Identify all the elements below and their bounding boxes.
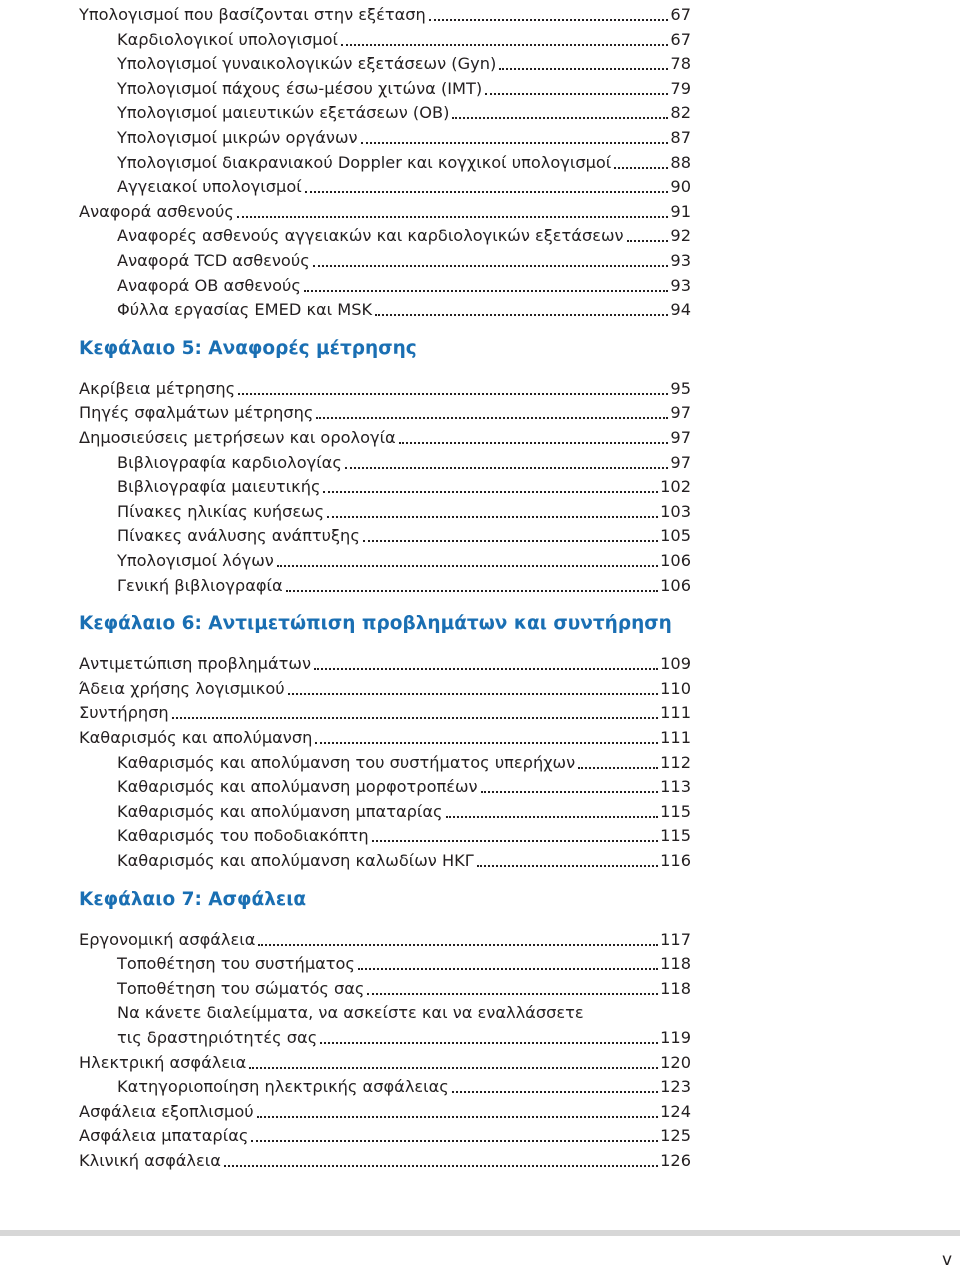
toc-entry-page: 67 bbox=[670, 5, 691, 24]
toc-entry-page: 106 bbox=[660, 551, 691, 570]
toc-entry-page: 97 bbox=[670, 403, 691, 423]
toc-entry-title: Ασφάλεια εξοπλισμού bbox=[79, 1101, 254, 1121]
toc-entry-page: 112 bbox=[660, 752, 691, 772]
toc-entry-page: 124 bbox=[660, 1101, 691, 1121]
toc-entry-page: 87 bbox=[670, 128, 691, 147]
toc-entry-page: 91 bbox=[670, 201, 691, 221]
toc-entry-page: 118 bbox=[660, 978, 691, 998]
toc-entry-page: 111 bbox=[660, 728, 691, 747]
toc-entry-page: 126 bbox=[660, 1151, 691, 1170]
toc-entry[interactable] bbox=[117, 522, 691, 546]
toc-entry-page: 117 bbox=[660, 929, 691, 949]
toc-entry[interactable] bbox=[117, 173, 691, 197]
toc-entry-title: Καθαρισμός και απολύμανση μορφοτροπέων bbox=[117, 777, 478, 797]
toc-entry[interactable] bbox=[117, 247, 691, 271]
toc-entry-title: Εργονομική ασφάλεια bbox=[79, 929, 256, 949]
toc-entry-title: Υπολογισμοί λόγων bbox=[117, 551, 274, 570]
dot-leader bbox=[313, 265, 669, 267]
toc-entry-page: 93 bbox=[670, 251, 691, 270]
toc-entry-page: 120 bbox=[660, 1052, 691, 1072]
toc-entry-page: 111 bbox=[660, 703, 691, 723]
dot-leader bbox=[627, 240, 669, 242]
toc-entry[interactable] bbox=[117, 449, 691, 473]
toc-entry-page: 123 bbox=[660, 1077, 691, 1097]
dot-leader bbox=[363, 540, 658, 542]
toc-entry-page: 110 bbox=[660, 678, 691, 698]
dot-leader bbox=[251, 1140, 658, 1142]
toc-entry-page: 106 bbox=[660, 575, 691, 595]
toc-entry-title: Καρδιολογικοί υπολογισμοί bbox=[117, 29, 338, 49]
dot-leader bbox=[372, 840, 659, 842]
toc-entry-page: 79 bbox=[670, 78, 691, 98]
toc-entry[interactable] bbox=[79, 399, 691, 423]
toc-entry-title: Βιβλιογραφία καρδιολογίας bbox=[117, 452, 342, 472]
toc-entry[interactable] bbox=[117, 1073, 691, 1097]
dot-leader bbox=[249, 1067, 658, 1069]
toc-entry-page: 88 bbox=[670, 152, 691, 172]
toc-entry-title: Γενική βιβλιογραφία bbox=[117, 575, 283, 595]
toc-entry-title: Βιβλιογραφία μαιευτικής bbox=[117, 477, 321, 497]
toc-entry[interactable] bbox=[79, 724, 691, 748]
toc-entry-title: Υπολογισμοί διακρανιακού Doppler και κογχικοί υπολογισμοί bbox=[117, 152, 612, 172]
toc-entry[interactable] bbox=[117, 149, 691, 173]
toc-entry-title: Άδεια χρήσης λογισμικού bbox=[79, 678, 285, 698]
dot-leader bbox=[446, 816, 659, 818]
dot-leader bbox=[238, 393, 668, 395]
toc-entry[interactable] bbox=[117, 847, 691, 871]
toc-entry-title: Καθαρισμός του ποδοδιακόπτη bbox=[117, 826, 369, 846]
dot-leader bbox=[288, 693, 659, 695]
dot-leader bbox=[358, 968, 658, 970]
toc-entry-page: 118 bbox=[660, 954, 691, 974]
toc-entry[interactable] bbox=[117, 75, 691, 99]
dot-leader bbox=[304, 290, 669, 292]
toc-entry-page: 94 bbox=[670, 300, 691, 320]
dot-leader bbox=[277, 565, 658, 567]
toc-entry[interactable] bbox=[117, 950, 691, 974]
toc-entry-page: 105 bbox=[660, 526, 691, 546]
dot-leader bbox=[429, 19, 669, 21]
toc-entry[interactable] bbox=[117, 749, 691, 773]
toc-entry-title: Καθαρισμός και απολύμανση μπαταρίας bbox=[117, 801, 443, 821]
dot-leader bbox=[305, 191, 669, 193]
toc-entry[interactable] bbox=[117, 547, 691, 571]
toc-entry-title: Κατηγοριοποίηση ηλεκτρικής ασφάλειας bbox=[117, 1077, 449, 1097]
toc-entry[interactable] bbox=[79, 1147, 691, 1171]
toc-entry-page: 119 bbox=[660, 1028, 691, 1047]
toc-entry-page: 102 bbox=[660, 477, 691, 497]
toc-entry-title: Ακρίβεια μέτρησης bbox=[79, 378, 236, 398]
dot-leader bbox=[367, 993, 658, 995]
toc-entry[interactable] bbox=[117, 1024, 691, 1048]
toc-entry[interactable] bbox=[79, 198, 691, 222]
toc-entry[interactable] bbox=[117, 798, 691, 822]
chapter-heading: Κεφάλαιο 6: Αντιμετώπιση προβλημάτων και συντήρηση bbox=[79, 613, 672, 635]
toc-entry-page: 93 bbox=[670, 275, 691, 295]
dot-leader bbox=[361, 142, 669, 144]
toc-entry[interactable] bbox=[117, 296, 691, 320]
toc-entry-page: 109 bbox=[660, 654, 691, 674]
toc-entry-page: 97 bbox=[670, 452, 691, 472]
toc-entry-page: 82 bbox=[670, 103, 691, 123]
toc-entry[interactable] bbox=[79, 375, 691, 399]
dot-leader bbox=[327, 516, 658, 518]
toc-entry-title: Αναφορά OB ασθενούς bbox=[117, 275, 301, 295]
toc-entry-title: τις δραστηριότητές σας bbox=[117, 1028, 318, 1047]
toc-entry[interactable] bbox=[79, 1, 691, 25]
dot-leader bbox=[399, 442, 669, 444]
dot-leader bbox=[316, 417, 668, 419]
toc-entry[interactable] bbox=[117, 222, 691, 246]
dot-leader bbox=[172, 717, 658, 719]
toc-entry-page: 125 bbox=[660, 1126, 691, 1146]
toc-entry-page: 95 bbox=[670, 378, 691, 398]
toc-entry-title: Πίνακες ανάλυσης ανάπτυξης bbox=[117, 526, 360, 546]
toc-entry-title: Υπολογισμοί μαιευτικών εξετάσεων (OB) bbox=[117, 103, 450, 123]
toc-entry[interactable] bbox=[79, 1049, 691, 1073]
dot-leader bbox=[477, 865, 658, 867]
dot-leader bbox=[499, 68, 668, 70]
toc-entry-title: Ασφάλεια μπαταρίας bbox=[79, 1126, 249, 1146]
dot-leader bbox=[320, 1042, 658, 1044]
toc-entry-title: Να κάνετε διαλείμματα, να ασκείστε και να εναλλάσσετε bbox=[117, 1003, 584, 1023]
toc-entry-title: Αναφορά TCD ασθενούς bbox=[117, 251, 310, 270]
toc-entry-title: Υπολογισμοί γυναικολογικών εξετάσεων (Gyn) bbox=[117, 54, 497, 74]
toc-entry-page: 113 bbox=[660, 777, 691, 797]
toc-entry-title: Αναφορές ασθενούς αγγειακών και καρδιολογικών εξετάσεων bbox=[117, 226, 624, 246]
dot-leader bbox=[314, 668, 658, 670]
toc-entry-page: 97 bbox=[670, 428, 691, 447]
toc-entry[interactable] bbox=[117, 124, 691, 148]
toc-entry-title: Καθαρισμός και απολύμανση καλωδίων ΗΚΓ bbox=[117, 851, 474, 870]
toc-entry-title: Πηγές σφαλμάτων μέτρησης bbox=[79, 403, 314, 423]
dot-leader bbox=[286, 590, 658, 592]
toc-entry[interactable] bbox=[117, 975, 691, 999]
toc-entry-page: 78 bbox=[670, 54, 691, 74]
dot-leader bbox=[485, 93, 668, 95]
toc-entry[interactable] bbox=[117, 272, 691, 296]
toc-entry-title: Δημοσιεύσεις μετρήσεων και ορολογία bbox=[79, 428, 396, 447]
toc-entry-title: Καθαρισμός και απολύμανση bbox=[79, 728, 313, 747]
toc-entry-page: 90 bbox=[670, 177, 691, 197]
toc-entry-title: Ηλεκτρική ασφάλεια bbox=[79, 1052, 247, 1072]
toc-entry[interactable] bbox=[117, 572, 691, 596]
dot-leader bbox=[315, 742, 658, 744]
toc-entry-title: Αντιμετώπιση προβλημάτων bbox=[79, 654, 311, 674]
dot-leader bbox=[341, 44, 668, 46]
dot-leader bbox=[224, 1165, 658, 1167]
dot-leader bbox=[345, 467, 669, 469]
toc-entry[interactable] bbox=[117, 99, 691, 123]
toc-entry-title: Καθαρισμός και απολύμανση του συστήματος υπερήχων bbox=[117, 752, 576, 772]
toc-entry-page: 92 bbox=[670, 226, 691, 246]
toc-entry-title: Κλινική ασφάλεια bbox=[79, 1151, 221, 1170]
toc-entry-page: 103 bbox=[660, 501, 691, 521]
toc-entry-title: Τοποθέτηση του σώματός σας bbox=[117, 978, 365, 998]
toc-entry-page: 67 bbox=[670, 29, 691, 49]
toc-entry[interactable] bbox=[79, 926, 691, 950]
toc-entry-title: Υπολογισμοί που βασίζονται στην εξέταση bbox=[79, 5, 426, 24]
toc-entry[interactable] bbox=[79, 675, 691, 699]
toc-entry[interactable] bbox=[117, 773, 691, 797]
toc-entry-page: 116 bbox=[660, 851, 691, 870]
dot-leader bbox=[258, 944, 658, 946]
toc-entry[interactable] bbox=[117, 999, 691, 1023]
dot-leader bbox=[452, 117, 668, 119]
dot-leader bbox=[257, 1116, 658, 1118]
toc-entry-title: Υπολογισμοί πάχους έσω-μέσου χιτώνα (IMT) bbox=[117, 78, 483, 98]
toc-entry[interactable] bbox=[79, 699, 691, 723]
toc-entry-title: Υπολογισμοί μικρών οργάνων bbox=[117, 128, 358, 147]
chapter-heading: Κεφάλαιο 5: Αναφορές μέτρησης bbox=[79, 337, 417, 359]
dot-leader bbox=[614, 167, 668, 169]
toc-entry-title: Αγγειακοί υπολογισμοί bbox=[117, 177, 302, 197]
footer-rule bbox=[0, 1230, 960, 1236]
toc-entry-title: Φύλλα εργασίας EMED και MSK bbox=[117, 300, 373, 320]
toc-entry[interactable] bbox=[79, 1122, 691, 1146]
toc-entry-title: Τοποθέτηση του συστήματος bbox=[117, 954, 355, 974]
chapter-heading: Κεφάλαιο 7: Ασφάλεια bbox=[79, 888, 307, 910]
toc-entry-page: 115 bbox=[660, 826, 691, 846]
toc-entry[interactable] bbox=[117, 498, 691, 522]
page-number: v bbox=[941, 1250, 952, 1270]
toc-entry[interactable] bbox=[117, 26, 691, 50]
toc-entry[interactable] bbox=[79, 1098, 691, 1122]
dot-leader bbox=[237, 216, 669, 218]
dot-leader bbox=[481, 791, 659, 793]
dot-leader bbox=[375, 314, 668, 316]
toc-entry-title: Συντήρηση bbox=[79, 703, 169, 723]
toc-entry-page: 115 bbox=[660, 801, 691, 821]
toc-entry[interactable] bbox=[79, 650, 691, 674]
dot-leader bbox=[452, 1091, 658, 1093]
toc-entry[interactable] bbox=[117, 473, 691, 497]
toc-entry[interactable] bbox=[117, 822, 691, 846]
toc-entry[interactable] bbox=[79, 424, 691, 448]
toc-entry-title: Πίνακες ηλικίας κυήσεως bbox=[117, 501, 325, 521]
toc-entry-title: Αναφορά ασθενούς bbox=[79, 201, 234, 221]
dot-leader bbox=[323, 491, 658, 493]
dot-leader bbox=[578, 767, 658, 769]
toc-entry[interactable] bbox=[117, 50, 691, 74]
